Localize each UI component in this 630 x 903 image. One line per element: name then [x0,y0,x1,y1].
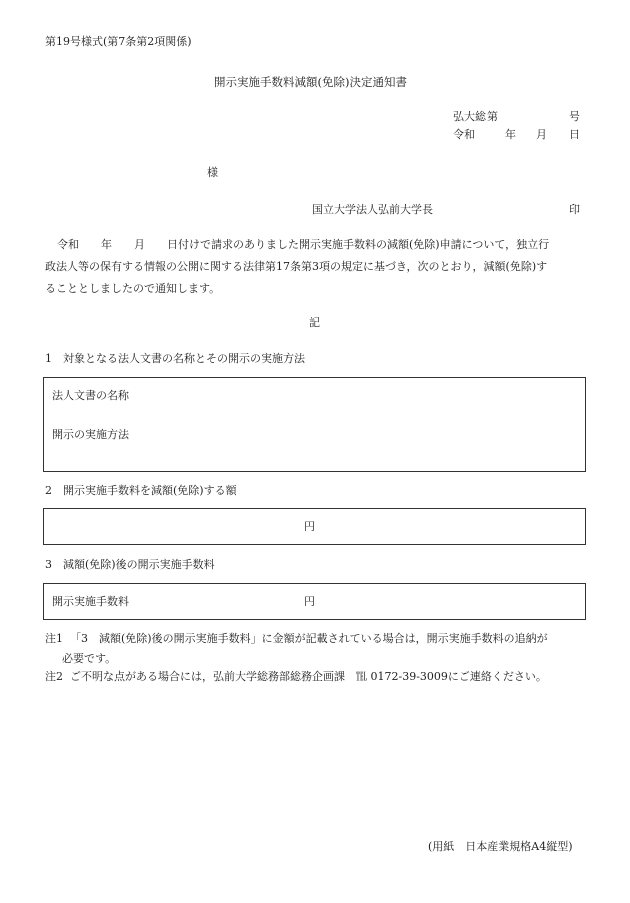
section3-heading: 3 減額(免除)後の開示実施手数料 [45,558,215,571]
section2-heading: 2 開示実施手数料を減額(免除)する額 [45,484,237,497]
ki-marker: 記 [309,316,320,329]
note1-label: 注1 [45,632,63,645]
section2-box [43,508,586,545]
doc-number-prefix: 弘大総 [453,110,486,123]
doc-number-go: 号 [569,110,580,123]
section2-yen: 円 [304,520,315,533]
note2-text: ご不明な点がある場合には，弘前大学総務部総務企画課 ℡ 0172-39-3009にご連絡ください。 [70,670,547,683]
section1-heading: 1 対象となる法人文書の名称とその開示の実施方法 [45,352,305,365]
doc-name-label: 法人文書の名称 [52,389,129,402]
intro-year: 年 [101,238,112,251]
seal-mark: 印 [569,203,580,216]
form-number: 第19号様式(第7条第2項関係) [45,35,192,48]
doc-number-dai: 第 [487,110,498,123]
intro-month: 月 [134,238,145,251]
intro-line1: 日付けで請求のありました開示実施手数料の減額(免除)申請について，独立行 [167,238,550,251]
date-month: 月 [536,128,547,141]
note2-label: 注2 [45,670,63,683]
intro-era: 令和 [57,238,79,251]
intro-line2: 政法人等の保有する情報の公開に関する法律第17条第3項の規定に基づき，次のとおり，減額(免除)す [45,260,548,273]
document-title: 開示実施手数料減額(免除)決定通知書 [214,75,407,89]
paper-size-note: (用紙 日本産業規格A4縦型) [428,840,573,853]
intro-paragraph [45,234,590,300]
addressee-suffix: 様 [207,166,218,179]
note1-line2: 必要です。 [62,652,117,665]
note1-line1: 「3 減額(免除)後の開示実施手数料」に金額が記載されている場合は，開示実施手数料の追納が [70,632,548,645]
date-year: 年 [505,128,516,141]
section3-yen: 円 [304,595,315,608]
section3-label: 開示実施手数料 [52,595,129,608]
date-era: 令和 [453,128,475,141]
intro-line3: ることとしましたので通知します。 [45,282,221,295]
section3-box [43,583,586,620]
method-label: 開示の実施方法 [52,428,129,441]
issuer-name: 国立大学法人弘前大学長 [312,203,433,216]
section1-box [43,377,586,472]
date-day: 日 [569,128,580,141]
